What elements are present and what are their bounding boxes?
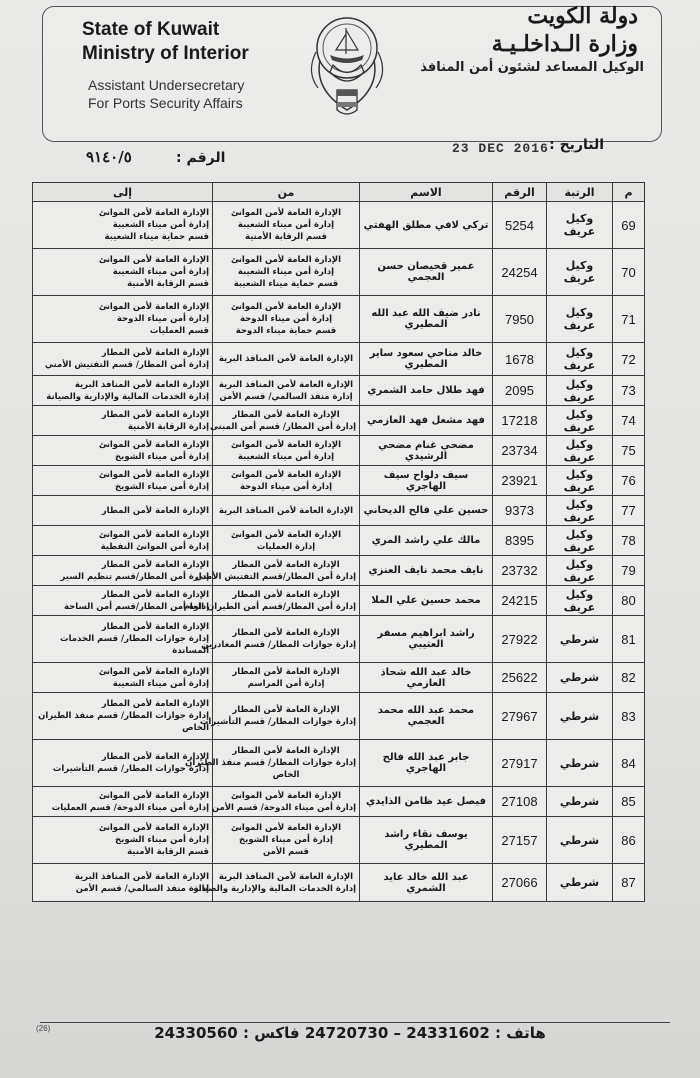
row-index: 80 xyxy=(613,586,645,616)
fax-label: فاكس : xyxy=(242,1024,300,1042)
unit-line: الإدارة العامة لأمن المطار xyxy=(232,705,340,715)
col-header-number: الرقم xyxy=(493,183,547,202)
unit-line: الإدارة العامة لأمن المنافذ البرية xyxy=(74,379,209,390)
unit-line: إدارة جوازات المطار/ قسم الخدمات xyxy=(60,634,209,644)
row-from-unit xyxy=(213,376,360,406)
table-row xyxy=(33,249,645,296)
unit-line: الإدارة العامة لأمن الموانئ xyxy=(230,439,342,450)
unit-line: إدارة أمن ميناء الشويخ xyxy=(115,481,209,492)
unit-line: الإدارة العامة لأمن المطار xyxy=(232,589,340,600)
unit-line: الإدارة العامة لأمن الموانئ xyxy=(98,666,209,677)
table-header-row xyxy=(33,183,645,202)
unit-line: الإدارة العامة لأمن الموانئ xyxy=(230,469,342,480)
row-to-unit xyxy=(33,663,213,693)
unit-line: الإدارة العامة لأمن الموانئ xyxy=(98,302,209,312)
table-body xyxy=(33,202,645,902)
unit-line: إدارة أمن ميناء الشعيبة xyxy=(237,267,335,277)
page-number: (26) xyxy=(36,1024,51,1033)
row-to-unit xyxy=(33,296,213,343)
col-header-to: إلى xyxy=(33,183,213,202)
row-to-unit xyxy=(33,616,213,663)
row-number: 9373 xyxy=(493,496,547,526)
row-index: 81 xyxy=(613,616,645,663)
unit-line: الخاص xyxy=(182,723,209,733)
unit-line: الإدارة العامة لأمن الموانئ xyxy=(98,529,209,540)
row-to-unit xyxy=(33,466,213,496)
row-index: 79 xyxy=(613,556,645,586)
unit-line: إدارة الخدمات المالية والإدارية والصيانة xyxy=(46,391,209,402)
row-to-unit xyxy=(33,376,213,406)
unit-line: إدارة أمن المطار/قسم التفتيش الأمني xyxy=(194,571,356,582)
phone-number-2: 24720730 xyxy=(304,1024,389,1042)
unit-line: إدارة أمن ميناء الشعيبة xyxy=(112,267,209,277)
row-name: فهد طلال حامد الشمري xyxy=(360,376,493,406)
letterhead-english-title xyxy=(82,18,249,66)
footer-rule xyxy=(40,1022,670,1023)
row-to-unit xyxy=(33,526,213,556)
unit-line: إدارة أمن المطار/قسم أمن الطيران العام xyxy=(183,601,356,612)
row-to-unit xyxy=(33,556,213,586)
row-index: 69 xyxy=(613,202,645,249)
unit-line: الإدارة العامة لأمن المطار xyxy=(101,505,209,516)
state-name-arabic: دولة الكويت xyxy=(527,3,638,29)
row-to-unit xyxy=(33,787,213,817)
unit-line: الإدارة العامة لأمن المطار xyxy=(101,699,209,709)
unit-line: إدارة منفذ السالمي/ قسم الأمن xyxy=(219,391,353,402)
col-header-from: من xyxy=(213,183,360,202)
date-stamp: 23 DEC 2016 xyxy=(452,141,549,156)
unit-line: الإدارة العامة لأمن الموانئ xyxy=(98,790,209,801)
unit-line: الإدارة العامة لأمن الموانئ xyxy=(98,208,209,218)
row-rank: شرطي xyxy=(547,787,613,817)
row-to-unit xyxy=(33,406,213,436)
row-name: خالد عبد الله شحاذ العازمي xyxy=(360,663,493,693)
row-index: 73 xyxy=(613,376,645,406)
phone-label: هاتف : xyxy=(495,1024,546,1042)
row-from-unit xyxy=(213,663,360,693)
letterhead-english-subtitle xyxy=(88,76,244,112)
unit-line: إدارة الخدمات المالية والإدارية والصيانة xyxy=(193,883,356,894)
row-number: 8395 xyxy=(493,526,547,556)
row-from-unit xyxy=(185,740,360,787)
unit-line: إدارة جوازات المطار/ قسم التأشيرات xyxy=(199,717,356,727)
row-rank: وكيل عريف xyxy=(547,249,613,296)
table-row xyxy=(33,586,645,616)
table-row xyxy=(33,376,645,406)
unit-line: قسم الرقابة الأمنية xyxy=(245,232,327,242)
row-index: 71 xyxy=(613,296,645,343)
table-row xyxy=(33,526,645,556)
row-name: عبد الله خالد عايد الشمري xyxy=(360,864,493,902)
unit-line: إدارة أمن المطار/قسم تنظيم السير xyxy=(60,571,209,582)
date-label: التاريخ : xyxy=(549,137,604,153)
table-row xyxy=(33,496,645,526)
row-to-unit xyxy=(33,343,213,376)
row-from-unit xyxy=(213,343,360,376)
row-number: 17218 xyxy=(493,406,547,436)
reference-label: الرقم : xyxy=(176,150,226,166)
row-number: 5254 xyxy=(493,202,547,249)
row-index: 77 xyxy=(613,496,645,526)
row-name: نايف محمد نايف العنزي xyxy=(360,556,493,586)
unit-line: قسم الرقابة الأمنية xyxy=(127,279,209,289)
row-from-unit xyxy=(213,202,360,249)
unit-line: إدارة أمن ميناء الشويخ xyxy=(115,451,209,462)
unit-line: الإدارة العامة لأمن الموانئ xyxy=(98,255,209,265)
row-to-unit xyxy=(33,202,213,249)
unit-line: قسم العمليات xyxy=(149,326,209,336)
row-index: 84 xyxy=(613,740,645,787)
unit-line: الإدارة العامة لأمن الموانئ xyxy=(98,439,209,450)
row-rank: شرطي xyxy=(547,740,613,787)
row-index: 82 xyxy=(613,663,645,693)
row-rank: وكيل عريف xyxy=(547,496,613,526)
row-rank: وكيل عريف xyxy=(547,376,613,406)
row-to-unit xyxy=(33,436,213,466)
row-to-unit xyxy=(33,864,213,902)
unit-line: الإدارة العامة لأمن المطار xyxy=(232,746,340,756)
phone-number-1: 24331602 xyxy=(406,1024,490,1042)
table-row xyxy=(33,556,645,586)
row-index: 70 xyxy=(613,249,645,296)
unit-line: الإدارة العامة لأمن الموانئ xyxy=(98,823,209,833)
unit-line: الإدارة العامة لأمن المطار xyxy=(101,589,209,600)
row-name: جابر عبد الله فالح الهاجري xyxy=(360,740,493,787)
row-from-unit xyxy=(213,787,360,817)
row-from-unit xyxy=(193,864,360,902)
unit-line: الإدارة العامة لأمن الموانئ xyxy=(98,469,209,480)
row-index: 75 xyxy=(613,436,645,466)
row-rank: وكيل عريف xyxy=(547,406,613,436)
table-row xyxy=(33,663,645,693)
row-to-unit xyxy=(33,496,213,526)
row-number: 1678 xyxy=(493,343,547,376)
row-number: 23734 xyxy=(493,436,547,466)
row-from-unit xyxy=(201,616,360,663)
unit-line: إدارة أمن الموانئ النفطية xyxy=(100,541,209,552)
unit-line: إدارة أمن ميناء الشعيبة xyxy=(237,451,335,462)
row-rank: وكيل عريف xyxy=(547,202,613,249)
table-row xyxy=(33,202,645,249)
unit-line: قسم الأمن xyxy=(263,847,309,857)
row-from-unit xyxy=(213,817,360,864)
row-index: 74 xyxy=(613,406,645,436)
row-number: 7950 xyxy=(493,296,547,343)
row-name: عمير قحيصان حسن العجمي xyxy=(360,249,493,296)
table-row xyxy=(33,296,645,343)
row-name: خالد مناحي سعود ساير المطيري xyxy=(360,343,493,376)
row-from-unit xyxy=(213,496,360,526)
unit-line: إدارة أمن المطار/ قسم أمن المبنى xyxy=(209,421,356,432)
row-name: فيصل عيد ظامن الذايدي xyxy=(360,787,493,817)
row-name: فهد مشعل فهد العازمي xyxy=(360,406,493,436)
unit-line: الإدارة العامة لأمن الموانئ xyxy=(230,529,342,540)
office-title-line2: For Ports Security Affairs xyxy=(88,95,243,111)
row-index: 78 xyxy=(613,526,645,556)
unit-line: الإدارة العامة لأمن المنافذ البرية xyxy=(218,379,354,390)
kuwait-emblem-icon xyxy=(300,10,395,125)
row-index: 87 xyxy=(613,864,645,902)
unit-line: الإدارة العامة لأمن المطار xyxy=(101,559,209,570)
col-header-name: الاسم xyxy=(360,183,493,202)
row-number: 27922 xyxy=(493,616,547,663)
row-from-unit xyxy=(199,693,360,740)
unit-line: إدارة جوازات المطار/ قسم منفذ الطيران xyxy=(185,758,356,768)
row-number: 23921 xyxy=(493,466,547,496)
row-name: محمد حسين علي الملا xyxy=(360,586,493,616)
col-header-index: م xyxy=(613,183,645,202)
row-number: 27066 xyxy=(493,864,547,902)
fax-number: 24330560 xyxy=(154,1024,238,1042)
row-from-unit xyxy=(183,586,360,616)
row-name: يوسف نقاء راشد المطيري xyxy=(360,817,493,864)
row-from-unit xyxy=(213,466,360,496)
unit-line: الإدارة العامة لأمن المطار xyxy=(232,559,340,570)
unit-line: الإدارة العامة لأمن المنافذ البرية xyxy=(218,505,354,516)
unit-line: إدارة أمن المطار/ قسم التفتيش الأمني xyxy=(44,360,209,370)
unit-line: الإدارة العامة لأمن الموانئ xyxy=(230,302,342,312)
unit-line: إدارة جوازات المطار/ قسم منفذ الطيران xyxy=(38,711,209,721)
unit-line: قسم حماية ميناء الشعيبة xyxy=(104,232,209,242)
unit-line: الإدارة العامة لأمن المطار xyxy=(101,409,209,420)
row-name: مالك علي راشد المري xyxy=(360,526,493,556)
unit-line: إدارة أمن ميناء الشعيبة xyxy=(112,220,209,230)
unit-line: المساندة xyxy=(172,646,209,656)
row-from-unit xyxy=(213,526,360,556)
unit-line: الإدارة العامة لأمن الموانئ xyxy=(230,823,342,833)
row-number: 27917 xyxy=(493,740,547,787)
row-name: حسين علي فالح الديحاني xyxy=(360,496,493,526)
row-to-unit xyxy=(33,249,213,296)
unit-line: الإدارة العامة لأمن الموانئ xyxy=(230,790,342,801)
office-title-arabic: الوكيل المساعد لشئون أمن المنافذ xyxy=(420,60,644,75)
unit-line: الإدارة العامة لأمن الموانئ xyxy=(230,208,342,218)
table-row xyxy=(33,436,645,466)
row-number: 2095 xyxy=(493,376,547,406)
row-rank: وكيل عريف xyxy=(547,436,613,466)
unit-line: قسم حماية ميناء الدوحة xyxy=(235,326,337,336)
row-from-unit xyxy=(213,249,360,296)
unit-line: إدارة أمن ميناء الدوحة xyxy=(239,481,333,492)
row-rank: شرطي xyxy=(547,817,613,864)
row-rank: شرطي xyxy=(547,663,613,693)
table-row xyxy=(33,343,645,376)
table-row xyxy=(33,466,645,496)
row-to-unit xyxy=(33,817,213,864)
office-title-line1: Assistant Undersecretary xyxy=(88,77,245,93)
unit-line: إدارة أمن ميناء الشويخ xyxy=(239,835,333,845)
unit-line: إدارة أمن ميناء الشعيبة xyxy=(112,678,209,689)
row-index: 72 xyxy=(613,343,645,376)
transfer-table-container xyxy=(32,182,644,902)
row-name: سيف دلواح سيف الهاجري xyxy=(360,466,493,496)
table-row xyxy=(33,616,645,663)
row-rank: شرطي xyxy=(547,616,613,663)
row-index: 83 xyxy=(613,693,645,740)
row-number: 24254 xyxy=(493,249,547,296)
unit-line: إدارة أمن ميناء الدوحة xyxy=(116,314,209,324)
row-rank: وكيل عريف xyxy=(547,556,613,586)
table-row xyxy=(33,693,645,740)
unit-line: الإدارة العامة لأمن المطار xyxy=(101,752,209,762)
unit-line: الإدارة العامة لأمن المنافذ البرية xyxy=(74,871,209,882)
unit-line: إدارة الرقابة الأمنية xyxy=(127,421,209,432)
unit-line: الإدارة العامة لأمن المنافذ البرية xyxy=(218,354,354,364)
row-name: تركي لافي مطلق الهفتي xyxy=(360,202,493,249)
table-row xyxy=(33,787,645,817)
unit-line: قسم الرقابة الأمنية xyxy=(127,847,209,857)
unit-line: الإدارة العامة لأمن المطار xyxy=(232,666,340,677)
unit-line: الخاص xyxy=(272,770,300,780)
row-rank: شرطي xyxy=(547,693,613,740)
row-from-unit xyxy=(213,436,360,466)
unit-line: الإدارة العامة لأمن الموانئ xyxy=(230,255,342,265)
row-name: محمد عبد الله محمد العجمي xyxy=(360,693,493,740)
unit-line: إدارة أمن المراسم xyxy=(247,678,325,689)
unit-line: إدارة جوازات المطار/ قسم التأشيرات xyxy=(52,764,209,774)
row-to-unit xyxy=(33,586,213,616)
state-name: State of Kuwait xyxy=(82,19,220,40)
table-row xyxy=(33,864,645,902)
unit-line: إدارة جوازات المطار/ قسم المغادرين xyxy=(201,640,356,650)
row-name: راشد ابراهيم مسفر العتيبي xyxy=(360,616,493,663)
table-row xyxy=(33,406,645,436)
unit-line: إدارة أمن ميناء الدوحة xyxy=(239,314,333,324)
row-number: 23732 xyxy=(493,556,547,586)
unit-line: الإدارة العامة لأمن المطار xyxy=(232,628,340,638)
row-index: 76 xyxy=(613,466,645,496)
row-from-unit xyxy=(213,296,360,343)
row-index: 86 xyxy=(613,817,645,864)
ministry-name: Ministry of Interior xyxy=(82,43,249,64)
row-number: 24215 xyxy=(493,586,547,616)
row-rank: وكيل عريف xyxy=(547,466,613,496)
unit-line: إدارة أمن ميناء الدوحة/ قسم الأمن xyxy=(211,802,356,813)
row-rank: وكيل عريف xyxy=(547,526,613,556)
unit-line: إدارة أمن ميناء الشعيبة xyxy=(237,220,335,230)
table-row xyxy=(33,740,645,787)
row-name: مضحي غنام مضحي الرشيدي xyxy=(360,436,493,466)
transfer-table xyxy=(32,182,645,902)
contact-footer xyxy=(0,1024,700,1042)
row-rank: وكيل عريف xyxy=(547,296,613,343)
row-from-unit xyxy=(209,406,360,436)
row-number: 27157 xyxy=(493,817,547,864)
row-number: 25622 xyxy=(493,663,547,693)
row-number: 27108 xyxy=(493,787,547,817)
reference-number: ٩١٤٠/٥ xyxy=(86,148,132,166)
unit-line: الإدارة العامة لأمن المطار xyxy=(101,348,209,358)
unit-line: الإدارة العامة لأمن المطار xyxy=(232,409,340,420)
letterhead-arabic-title xyxy=(492,2,638,58)
col-header-rank: الرتبة xyxy=(547,183,613,202)
unit-line: إدارة أمن ميناء الشويخ xyxy=(115,835,209,845)
row-rank: وكيل عريف xyxy=(547,343,613,376)
unit-line: قسم حماية ميناء الشعيبة xyxy=(233,279,339,289)
table-row xyxy=(33,817,645,864)
row-to-unit xyxy=(33,740,213,787)
unit-line: إدارة منفذ السالمي/ قسم الأمن xyxy=(75,883,209,894)
row-to-unit xyxy=(33,693,213,740)
row-index: 85 xyxy=(613,787,645,817)
ministry-name-arabic: وزارة الـداخلـيـة xyxy=(491,31,638,57)
row-name: نادر ضيف الله عبد الله المطيري xyxy=(360,296,493,343)
row-number: 27967 xyxy=(493,693,547,740)
unit-line: إدارة أمن ميناء الدوحة/ قسم العمليات xyxy=(51,802,209,813)
unit-line: إدارة أمن المطار/قسم أمن الساحة xyxy=(64,601,209,612)
row-rank: شرطي xyxy=(547,864,613,902)
phone-separator: – xyxy=(388,1024,402,1042)
unit-line: إدارة العمليات xyxy=(256,541,316,552)
unit-line: الإدارة العامة لأمن المطار xyxy=(101,622,209,632)
row-rank: وكيل عريف xyxy=(547,586,613,616)
unit-line: الإدارة العامة لأمن المنافذ البرية xyxy=(218,871,354,882)
row-from-unit xyxy=(194,556,360,586)
